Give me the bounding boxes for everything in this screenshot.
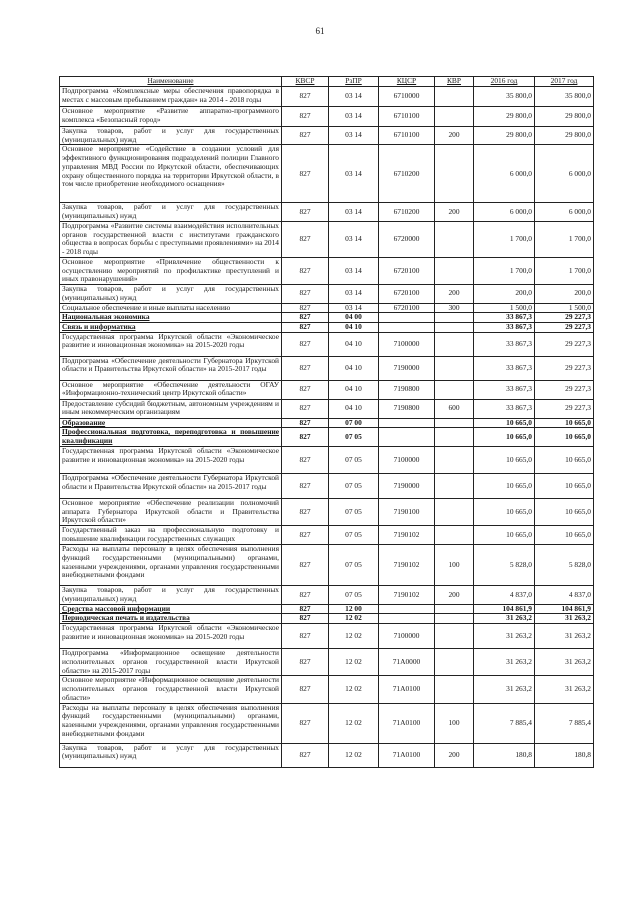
- row-2017: 35 800,0: [535, 87, 594, 107]
- header-rzpr: РзПР: [329, 77, 379, 87]
- row-kcsr: 71А0000: [379, 649, 435, 676]
- row-rzpr: 07 00: [329, 418, 379, 428]
- row-rzpr: 12 02: [329, 703, 379, 743]
- row-kcsr: 71А0100: [379, 703, 435, 743]
- table-row: [60, 107, 594, 127]
- row-2017: 31 263,2: [535, 624, 594, 649]
- row-2017: 6 000,0: [535, 203, 594, 221]
- row-kcsr: 7190100: [379, 498, 435, 525]
- row-kvr: 600: [435, 399, 474, 418]
- table-row: [60, 356, 594, 380]
- table-row: [60, 743, 594, 767]
- table-row: [60, 257, 594, 284]
- row-rzpr: 04 10: [329, 332, 379, 356]
- row-kvr: 200: [435, 586, 474, 604]
- table-row: [60, 303, 594, 313]
- row-2017: 10 665,0: [535, 446, 594, 473]
- row-kvr: [435, 145, 474, 203]
- table-row: [60, 604, 594, 614]
- table-row: [60, 332, 594, 356]
- row-name: Связь и информатика: [60, 323, 282, 333]
- row-rzpr: 04 10: [329, 380, 379, 399]
- row-rzpr: 03 14: [329, 127, 379, 145]
- row-kvr: [435, 604, 474, 614]
- row-2017: 10 665,0: [535, 428, 594, 446]
- row-rzpr: 12 02: [329, 624, 379, 649]
- row-name: Подпрограмма «Информационное освещение деятельности исполнительных органов государственной власти Иркутской области» на 2015-2017 годы: [60, 649, 282, 676]
- row-2016: 10 665,0: [474, 418, 535, 428]
- row-kcsr: 6710200: [379, 203, 435, 221]
- row-2016: 33 867,3: [474, 323, 535, 333]
- row-2016: 1 500,0: [474, 303, 535, 313]
- table-row: [60, 127, 594, 145]
- row-rzpr: 03 14: [329, 87, 379, 107]
- row-2017: 29 227,3: [535, 313, 594, 323]
- row-kvsr: 827: [282, 203, 329, 221]
- row-2016: 29 800,0: [474, 107, 535, 127]
- row-kcsr: 7190800: [379, 399, 435, 418]
- table-row: [60, 418, 594, 428]
- header-kvr: КВР: [435, 77, 474, 87]
- row-2016: 31 263,2: [474, 624, 535, 649]
- row-kvr: [435, 676, 474, 703]
- row-kvsr: 827: [282, 586, 329, 604]
- row-kvsr: 827: [282, 604, 329, 614]
- row-2016: 4 837,0: [474, 586, 535, 604]
- row-kvr: [435, 221, 474, 257]
- row-2016: 1 700,0: [474, 257, 535, 284]
- row-kcsr: [379, 313, 435, 323]
- table-row: [60, 614, 594, 624]
- row-rzpr: 07 05: [329, 428, 379, 446]
- row-kvr: [435, 323, 474, 333]
- row-kcsr: 7190000: [379, 356, 435, 380]
- row-2017: 10 665,0: [535, 498, 594, 525]
- row-kvr: [435, 649, 474, 676]
- row-name: Основное мероприятие «Развитие аппаратно-программного комплекса «Безопасный город»: [60, 107, 282, 127]
- row-name: Закупка товаров, работ и услуг для государственных (муниципальных) нужд: [60, 203, 282, 221]
- row-2016: 10 665,0: [474, 473, 535, 498]
- row-2017: 31 263,2: [535, 676, 594, 703]
- header-2017: 2017 год: [535, 77, 594, 87]
- row-2017: 200,0: [535, 285, 594, 303]
- row-name: Государственная программа Иркутской области «Экономическое развитие и инновационная экономика» на 2015-2020 годы: [60, 446, 282, 473]
- row-kcsr: 7190102: [379, 586, 435, 604]
- row-rzpr: 04 10: [329, 399, 379, 418]
- row-kvsr: 827: [282, 145, 329, 203]
- row-2017: 1 500,0: [535, 303, 594, 313]
- row-name: Предоставление субсидий бюджетным, автономным учреждениям и иным некоммерческим организациям: [60, 399, 282, 418]
- table-row: [60, 649, 594, 676]
- row-rzpr: 03 14: [329, 107, 379, 127]
- table-row: [60, 203, 594, 221]
- row-kvr: [435, 380, 474, 399]
- row-kvsr: 827: [282, 303, 329, 313]
- row-kcsr: [379, 428, 435, 446]
- table-header-row: [60, 77, 594, 87]
- row-kvr: 200: [435, 743, 474, 767]
- row-kvsr: 827: [282, 87, 329, 107]
- row-kvr: [435, 356, 474, 380]
- row-name: Закупка товаров, работ и услуг для государственных (муниципальных) нужд: [60, 285, 282, 303]
- row-kvsr: 827: [282, 446, 329, 473]
- row-rzpr: 04 10: [329, 356, 379, 380]
- row-2016: 7 885,4: [474, 703, 535, 743]
- row-kcsr: 7100000: [379, 332, 435, 356]
- row-kvsr: 827: [282, 127, 329, 145]
- row-rzpr: 03 14: [329, 203, 379, 221]
- row-2016: 33 867,3: [474, 399, 535, 418]
- row-name: Образование: [60, 418, 282, 428]
- table-row: [60, 87, 594, 107]
- row-name: Расходы на выплаты персоналу в целях обеспечения выполнения функций государственными (муниципальными) органами, казенными учреждениями, органами управления государственными внебюджетными фондами: [60, 545, 282, 586]
- table-row: [60, 380, 594, 399]
- row-name: Основное мероприятие «Содействие в создании условий для эффективного функционирования подразделений полиции Главного управления МВД России по Иркутской области, обеспечивающих охрану общественного порядка на территории Иркутской области, в том числе приобретение необходимого оснащения»: [60, 145, 282, 203]
- row-name: Расходы на выплаты персоналу в целях обеспечения выполнения функций государственными (муниципальными) органами, казенными учреждениями, органами управления государственными внебюджетными фондами: [60, 703, 282, 743]
- row-kcsr: [379, 604, 435, 614]
- row-rzpr: 07 05: [329, 586, 379, 604]
- table-row: [60, 586, 594, 604]
- row-2016: 10 665,0: [474, 526, 535, 545]
- row-kcsr: 7190800: [379, 380, 435, 399]
- row-kvr: 300: [435, 303, 474, 313]
- row-2017: 29 227,3: [535, 399, 594, 418]
- row-kvr: 100: [435, 545, 474, 586]
- row-kcsr: 7190000: [379, 473, 435, 498]
- table-row: [60, 703, 594, 743]
- row-rzpr: 12 02: [329, 649, 379, 676]
- row-kcsr: 7100000: [379, 446, 435, 473]
- row-rzpr: 03 14: [329, 285, 379, 303]
- row-2016: 6 000,0: [474, 145, 535, 203]
- table-row: [60, 676, 594, 703]
- row-name: Государственная программа Иркутской области «Экономическое развитие и инновационная экономика» на 2015-2020 годы: [60, 624, 282, 649]
- row-name: Основное мероприятие «Обеспечение реализации полномочий аппарата Губернатора Иркутской области и Правительства Иркутской области»: [60, 498, 282, 525]
- row-name: Подпрограмма «Обеспечение деятельности Губернатора Иркутской области и Правительства Иркутской области» на 2015-2017 годы: [60, 356, 282, 380]
- row-2017: 29 800,0: [535, 127, 594, 145]
- table-row: [60, 545, 594, 586]
- row-kcsr: 71А0100: [379, 676, 435, 703]
- row-rzpr: 07 05: [329, 498, 379, 525]
- row-kvsr: 827: [282, 257, 329, 284]
- row-2017: 29 227,3: [535, 323, 594, 333]
- row-kcsr: 6720100: [379, 303, 435, 313]
- row-2017: 10 665,0: [535, 418, 594, 428]
- row-rzpr: 03 14: [329, 145, 379, 203]
- row-kvr: 200: [435, 127, 474, 145]
- table-row: [60, 446, 594, 473]
- row-kcsr: [379, 418, 435, 428]
- row-rzpr: 12 00: [329, 604, 379, 614]
- row-name: Основное мероприятие «Обеспечение деятельности ОГАУ «Информационно-технический центр Иркутской области»: [60, 380, 282, 399]
- table-row: [60, 526, 594, 545]
- row-kvsr: 827: [282, 418, 329, 428]
- row-kcsr: 6720100: [379, 285, 435, 303]
- table-row: [60, 498, 594, 525]
- row-kvsr: 827: [282, 614, 329, 624]
- row-rzpr: 12 02: [329, 743, 379, 767]
- row-kvr: [435, 526, 474, 545]
- row-kvr: 100: [435, 703, 474, 743]
- row-kcsr: 6710100: [379, 107, 435, 127]
- row-name: Основное мероприятие «Привлечение общественности к осуществлению мероприятий по профилактике преступлений и иных правонарушений»: [60, 257, 282, 284]
- row-kvsr: 827: [282, 323, 329, 333]
- row-kcsr: 7100000: [379, 624, 435, 649]
- row-2016: 33 867,3: [474, 313, 535, 323]
- row-kcsr: 6710100: [379, 127, 435, 145]
- row-name: Закупка товаров, работ и услуг для государственных (муниципальных) нужд: [60, 743, 282, 767]
- row-2017: 29 227,3: [535, 356, 594, 380]
- row-kvr: [435, 428, 474, 446]
- row-2016: 180,8: [474, 743, 535, 767]
- header-name: Наименование: [60, 77, 282, 87]
- row-2017: 180,8: [535, 743, 594, 767]
- row-2016: 10 665,0: [474, 498, 535, 525]
- row-2017: 7 885,4: [535, 703, 594, 743]
- row-name: Закупка товаров, работ и услуг для государственных (муниципальных) нужд: [60, 127, 282, 145]
- row-rzpr: 12 02: [329, 614, 379, 624]
- row-2016: 10 665,0: [474, 446, 535, 473]
- row-kcsr: 6710000: [379, 87, 435, 107]
- row-2017: 29 227,3: [535, 332, 594, 356]
- row-kvsr: 827: [282, 545, 329, 586]
- table-row: [60, 473, 594, 498]
- row-2016: 200,0: [474, 285, 535, 303]
- row-kvsr: 827: [282, 428, 329, 446]
- row-name: Основное мероприятие «Информационное освещение деятельности исполнительных органов государственной власти Иркутской области»: [60, 676, 282, 703]
- row-2016: 33 867,3: [474, 380, 535, 399]
- header-2016: 2016 год: [474, 77, 535, 87]
- row-name: Подпрограмма «Развитие системы взаимодействия исполнительных органов государственной власти с институтами гражданского общества в вопросах борьбы с преступными проявлениями» на 2014 - 2018 годы: [60, 221, 282, 257]
- row-2017: 10 665,0: [535, 473, 594, 498]
- row-2016: 6 000,0: [474, 203, 535, 221]
- row-2017: 29 227,3: [535, 380, 594, 399]
- row-kvr: [435, 332, 474, 356]
- row-rzpr: 03 14: [329, 303, 379, 313]
- row-2017: 29 800,0: [535, 107, 594, 127]
- row-2017: 10 665,0: [535, 526, 594, 545]
- row-name: Подпрограмма «Комплексные меры обеспечения правопорядка в местах с массовым пребыванием граждан» на 2014 - 2018 годы: [60, 87, 282, 107]
- row-2017: 1 700,0: [535, 221, 594, 257]
- row-2017: 5 828,0: [535, 545, 594, 586]
- row-kvr: [435, 313, 474, 323]
- row-kvr: [435, 624, 474, 649]
- row-kvsr: 827: [282, 526, 329, 545]
- row-kcsr: 6720000: [379, 221, 435, 257]
- row-kvsr: 827: [282, 380, 329, 399]
- row-kvsr: 827: [282, 498, 329, 525]
- row-2016: 33 867,3: [474, 356, 535, 380]
- row-kvr: 200: [435, 285, 474, 303]
- row-kcsr: 6720100: [379, 257, 435, 284]
- row-rzpr: 07 05: [329, 473, 379, 498]
- row-rzpr: 04 10: [329, 323, 379, 333]
- row-rzpr: 07 05: [329, 526, 379, 545]
- row-kvr: [435, 498, 474, 525]
- row-kcsr: [379, 614, 435, 624]
- row-kvr: [435, 614, 474, 624]
- row-name: Подпрограмма «Обеспечение деятельности Губернатора Иркутской области и Правительства Иркутской области» на 2015-2017 годы: [60, 473, 282, 498]
- table-row: [60, 313, 594, 323]
- table-row: [60, 145, 594, 203]
- row-2017: 4 837,0: [535, 586, 594, 604]
- row-name: Закупка товаров, работ и услуг для государственных (муниципальных) нужд: [60, 586, 282, 604]
- header-kcsr: КЦСР: [379, 77, 435, 87]
- row-kvsr: 827: [282, 676, 329, 703]
- row-kvr: [435, 418, 474, 428]
- row-2016: 31 263,2: [474, 676, 535, 703]
- row-kvr: [435, 473, 474, 498]
- table-row: [60, 624, 594, 649]
- row-kvr: [435, 446, 474, 473]
- row-kvsr: 827: [282, 285, 329, 303]
- row-2016: 29 800,0: [474, 127, 535, 145]
- row-name: Государственный заказ на профессиональную подготовку и повышение квалификации государственных служащих: [60, 526, 282, 545]
- table-row: [60, 399, 594, 418]
- row-kcsr: [379, 323, 435, 333]
- row-kvsr: 827: [282, 356, 329, 380]
- row-kcsr: 6710200: [379, 145, 435, 203]
- row-name: Профессиональная подготовка, переподготовка и повышение квалификации: [60, 428, 282, 446]
- row-2016: 1 700,0: [474, 221, 535, 257]
- row-2017: 31 263,2: [535, 649, 594, 676]
- row-kvr: [435, 257, 474, 284]
- table-row: [60, 221, 594, 257]
- row-2017: 6 000,0: [535, 145, 594, 203]
- row-kvr: 200: [435, 203, 474, 221]
- table-row: [60, 428, 594, 446]
- row-kvsr: 827: [282, 221, 329, 257]
- row-kvr: [435, 107, 474, 127]
- row-2016: 33 867,3: [474, 332, 535, 356]
- row-kvsr: 827: [282, 332, 329, 356]
- page-number: 61: [315, 26, 325, 36]
- row-kvsr: 827: [282, 313, 329, 323]
- row-2017: 1 700,0: [535, 257, 594, 284]
- row-2016: 31 263,2: [474, 649, 535, 676]
- row-rzpr: 03 14: [329, 257, 379, 284]
- row-rzpr: 04 00: [329, 313, 379, 323]
- row-kcsr: 7190102: [379, 526, 435, 545]
- row-rzpr: 07 05: [329, 545, 379, 586]
- row-kvsr: 827: [282, 649, 329, 676]
- row-kvsr: 827: [282, 473, 329, 498]
- row-name: Периодическая печать и издательства: [60, 614, 282, 624]
- row-rzpr: 12 02: [329, 676, 379, 703]
- header-kvsr: КВСР: [282, 77, 329, 87]
- row-2017: 31 263,2: [535, 614, 594, 624]
- row-name: Социальное обеспечение и иные выплаты населению: [60, 303, 282, 313]
- row-name: Национальная экономика: [60, 313, 282, 323]
- row-kvsr: 827: [282, 624, 329, 649]
- table-row: [60, 285, 594, 303]
- row-rzpr: 03 14: [329, 221, 379, 257]
- row-2016: 10 665,0: [474, 428, 535, 446]
- row-kvsr: 827: [282, 703, 329, 743]
- table-row: [60, 323, 594, 333]
- row-2017: 104 861,9: [535, 604, 594, 614]
- budget-table: [59, 76, 594, 768]
- row-kcsr: 71А0100: [379, 743, 435, 767]
- row-kcsr: 7190102: [379, 545, 435, 586]
- row-2016: 31 263,2: [474, 614, 535, 624]
- row-name: Государственная программа Иркутской области «Экономическое развитие и инновационная экономика» на 2015-2020 годы: [60, 332, 282, 356]
- row-kvsr: 827: [282, 399, 329, 418]
- row-2016: 5 828,0: [474, 545, 535, 586]
- row-2016: 104 861,9: [474, 604, 535, 614]
- row-kvr: [435, 87, 474, 107]
- row-name: Средства массовой информации: [60, 604, 282, 614]
- row-2016: 35 800,0: [474, 87, 535, 107]
- row-rzpr: 07 05: [329, 446, 379, 473]
- row-kvsr: 827: [282, 743, 329, 767]
- row-kvsr: 827: [282, 107, 329, 127]
